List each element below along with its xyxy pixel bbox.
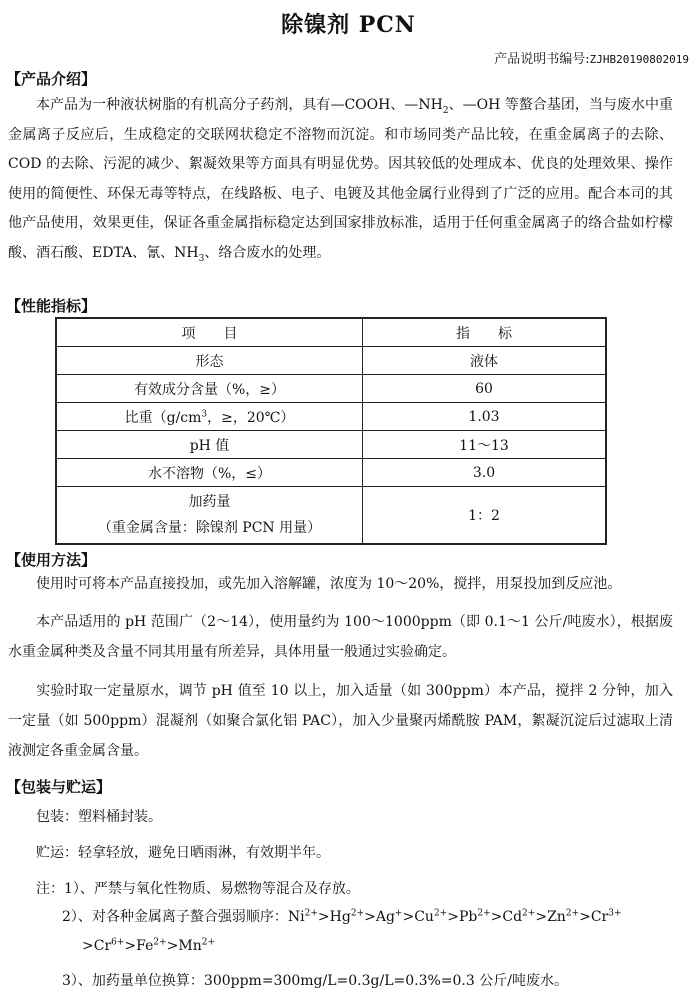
doc-number-label: 产品说明书编号: xyxy=(494,52,590,67)
pack-line: 包装：塑料桶封装。 xyxy=(36,809,162,825)
note-1: 注：1）、严禁与氧化性物质、易燃物等混合及存放。 xyxy=(36,881,360,897)
ion-symbol: Cr xyxy=(93,938,112,954)
ion-order-line-2: $>Cr^{6+}>Fe^{2+}>Mn^{2+}$ xyxy=(82,937,216,954)
table-cell-item: 水不溶物（%，≤） xyxy=(56,459,363,487)
section-heading-pack: 【包装与贮运】 xyxy=(6,778,112,796)
ion-charge: 2+ xyxy=(477,908,491,919)
ion-symbol: Pb xyxy=(458,909,478,925)
table-cell-item: 加药量 （重金属含量：除镍剂 PCN 用量） xyxy=(56,487,363,545)
table-header-value: 指 标 xyxy=(363,318,607,347)
section-heading-usage: 【使用方法】 xyxy=(6,551,97,569)
ion-symbol: Hg xyxy=(329,909,351,925)
table-cell-value: 液体 xyxy=(363,347,607,375)
note-2: 2）、对各种金属离子螯合强弱顺序：$Ni^{2+}>Hg^{2+}>Ag^+>Cu^{2+}>Pb^{2+}>Cd^{2+}>Zn^{2+}>Cr^{3+}$ xyxy=(62,908,622,925)
ion-symbol: Ag xyxy=(375,909,395,925)
doc-number-code: ZJHB20190802019 xyxy=(589,53,689,66)
table-header-row xyxy=(56,318,606,347)
ion-charge: 2+ xyxy=(433,908,448,919)
ion-charge: 3+ xyxy=(608,908,622,919)
ion-charge: + xyxy=(394,908,403,919)
ion-charge: 2+ xyxy=(522,908,536,919)
ion-symbol: Mn xyxy=(178,938,202,954)
table-cell-item: 形态 xyxy=(56,347,363,375)
ion-symbol: Cd xyxy=(502,909,523,925)
ion-symbol: Fe xyxy=(136,938,154,954)
table-cell-value: 60 xyxy=(363,375,607,403)
usage-paragraph-2: 本产品适用的 pH 范围广（2～14），使用量约为 100～1000ppm（即 0.1～1 公斤/吨废水），根据废水重金属种类及含量不同其用量有所差异，具体用量一般通过实验确定。 xyxy=(8,614,673,660)
table-row xyxy=(56,375,606,403)
table-cell-item: 有效成分含量（%，≥） xyxy=(56,375,363,403)
table-row xyxy=(56,431,606,459)
intro-paragraph: 本产品为一种液状树脂的有机高分子药剂，具有—COOH、$—NH_2$、—OH 等螯合基团，当与废水中重金属离子反应后，生成稳定的交联网状稳定不溶物而沉淀。和市场同类产品比较，在重金属离子的去除、COD 的去除、污泥的减少、絮凝效果等方面具有明显优势。因其较低的处理成本、优良的处理效果、操作使用的简便性、环保无毒等特点，在线路板、电子、电镀及其他金属行业得到了广泛的应用。配合本司的其他产品使用，效果更佳，保证各重金属指标稳定达到国家排放标准，适用于任何重金属离子的络合盐如柠檬酸、酒石酸、EDTA、氰、$NH_3$、络合废水的处理。 xyxy=(8,97,673,264)
ion-charge: 2+ xyxy=(565,908,580,919)
table-cell-item: 比重（$g/cm^3$，≥，20℃） xyxy=(56,403,363,431)
ion-charge: 2+ xyxy=(153,937,167,948)
doc-number xyxy=(494,48,689,67)
table-row xyxy=(56,459,606,487)
ion-symbol: Ni xyxy=(287,909,305,925)
ion-charge: 2+ xyxy=(350,908,365,919)
table-cell-value: 1：2 xyxy=(363,487,607,545)
ion-symbol: Cu xyxy=(414,909,434,925)
table-row xyxy=(56,487,606,545)
table-cell-item: pH 值 xyxy=(56,431,363,459)
ion-charge: 6+ xyxy=(111,937,125,948)
spec-table xyxy=(55,317,607,545)
usage-paragraph-3: 实验时取一定量原水，调节 pH 值至 10 以上，加入适量（如 300ppm）本产品，搅拌 2 分钟，加入一定量（如 500ppm）混凝剂（如聚合氯化铝 PAC），加入少量聚丙烯酰胺 PAM，絮凝沉淀后过滤取上清液测定各重金属含量。 xyxy=(8,683,673,759)
table-cell-value: 11～13 xyxy=(363,431,607,459)
page-title: 除镍剂 PCN xyxy=(281,12,416,38)
note-2-cont xyxy=(82,938,215,954)
ion-symbol: Cr xyxy=(590,909,609,925)
ion-order-line-1: $Ni^{2+}>Hg^{2+}>Ag^+>Cu^{2+}>Pb^{2+}>Cd^{2+}>Zn^{2+}>Cr^{3+}$ xyxy=(287,908,622,925)
section-heading-intro: 【产品介绍】 xyxy=(6,70,97,88)
ion-charge: 2+ xyxy=(201,937,216,948)
note-3: 3）、加药量单位换算：300ppm=300mg/L=0.3g/L=0.3%=0.3 公斤/吨废水。 xyxy=(62,973,568,989)
usage-paragraph-1: 使用时可将本产品直接投加，或先加入溶解罐，浓度为 10～20%，搅拌，用泵投加到反应池。 xyxy=(36,576,622,592)
ion-symbol: Zn xyxy=(547,909,566,925)
storage-line: 贮运：轻拿轻放，避免日晒雨淋，有效期半年。 xyxy=(36,845,330,861)
section-heading-spec: 【性能指标】 xyxy=(6,297,97,315)
table-cell-value: 3.0 xyxy=(363,459,607,487)
table-header-item: 项 目 xyxy=(56,318,363,347)
table-cell-value: 1.03 xyxy=(363,403,607,431)
table-row xyxy=(56,347,606,375)
ion-charge: 2+ xyxy=(304,908,318,919)
table-row xyxy=(56,403,606,431)
